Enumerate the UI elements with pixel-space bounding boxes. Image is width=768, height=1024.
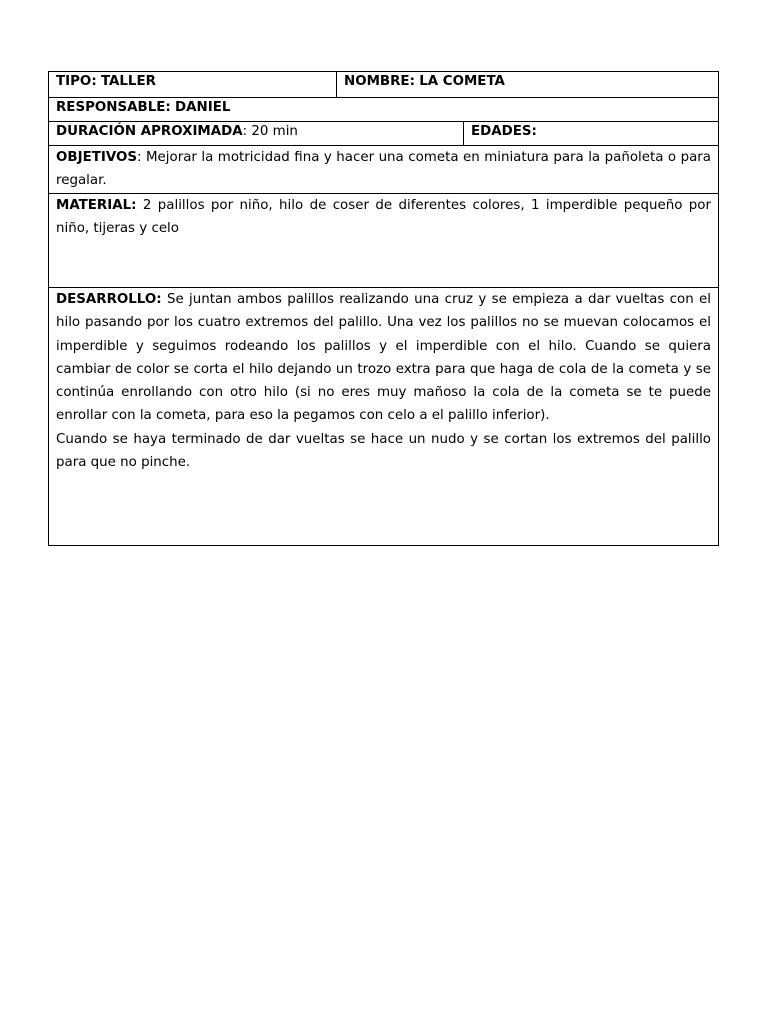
cell-tipo — [49, 72, 336, 97]
tipo-value: TALLER — [100, 74, 156, 89]
row-objetivos — [49, 145, 718, 193]
row-responsable — [49, 97, 718, 121]
row-material — [49, 193, 718, 287]
row-desarrollo — [49, 287, 718, 545]
desarrollo-value: Se juntan ambos palillos realizando una cruz y se empieza a dar vueltas con el hilo pasando por los cuatro extremos del palillo. Una vez los palillos no se muevan colocamos el imperdible y seguimos rodeando los palillos y el imperdible con el hilo. Cuando se quiera cambiar de color se corta el hilo dejando un trozo extra para que haga de cola de la cometa y se continúa enrollando con otro hilo (si no eres muy mañoso la cola de la cometa se te puede enrollar con la cometa, para eso la pegamos con celo a el palillo inferior). — [56, 292, 711, 424]
responsable-value: DANIEL — [175, 100, 231, 115]
cell-edades — [463, 122, 718, 145]
row-tipo-nombre — [49, 72, 718, 97]
responsable-label: RESPONSABLE: — [56, 100, 171, 115]
material-value: 2 palillos por niño, hilo de coser de diferentes colores, 1 imperdible pequeño por niño, tijeras y celo — [56, 198, 711, 237]
activity-sheet-table — [48, 71, 719, 546]
duracion-label: DURACIÓN APROXIMADA — [56, 124, 243, 139]
cell-nombre — [336, 72, 718, 97]
nombre-label: NOMBRE: — [344, 74, 415, 89]
cell-duracion — [49, 122, 463, 145]
cell-material — [49, 194, 718, 287]
desarrollo-paragraph-1 — [56, 288, 711, 428]
material-label: MATERIAL: — [56, 198, 137, 213]
cell-responsable — [49, 98, 718, 121]
cell-desarrollo — [49, 288, 718, 545]
objetivos-value: : Mejorar la motricidad fina y hacer una cometa en miniatura para la pañoleta o para regalar. — [56, 150, 711, 189]
objetivos-label: OBJETIVOS — [56, 150, 137, 165]
row-duracion-edades — [49, 121, 718, 145]
tipo-label: TIPO: — [56, 74, 97, 89]
edades-label: EDADES: — [471, 124, 537, 139]
desarrollo-paragraph-2: Cuando se haya terminado de dar vueltas se hace un nudo y se cortan los extremos del palillo para que no pinche. — [56, 431, 711, 471]
duracion-value: : 20 min — [242, 124, 298, 139]
cell-objetivos — [49, 146, 718, 193]
nombre-value: LA COMETA — [419, 74, 505, 89]
desarrollo-label: DESARROLLO: — [56, 292, 162, 307]
